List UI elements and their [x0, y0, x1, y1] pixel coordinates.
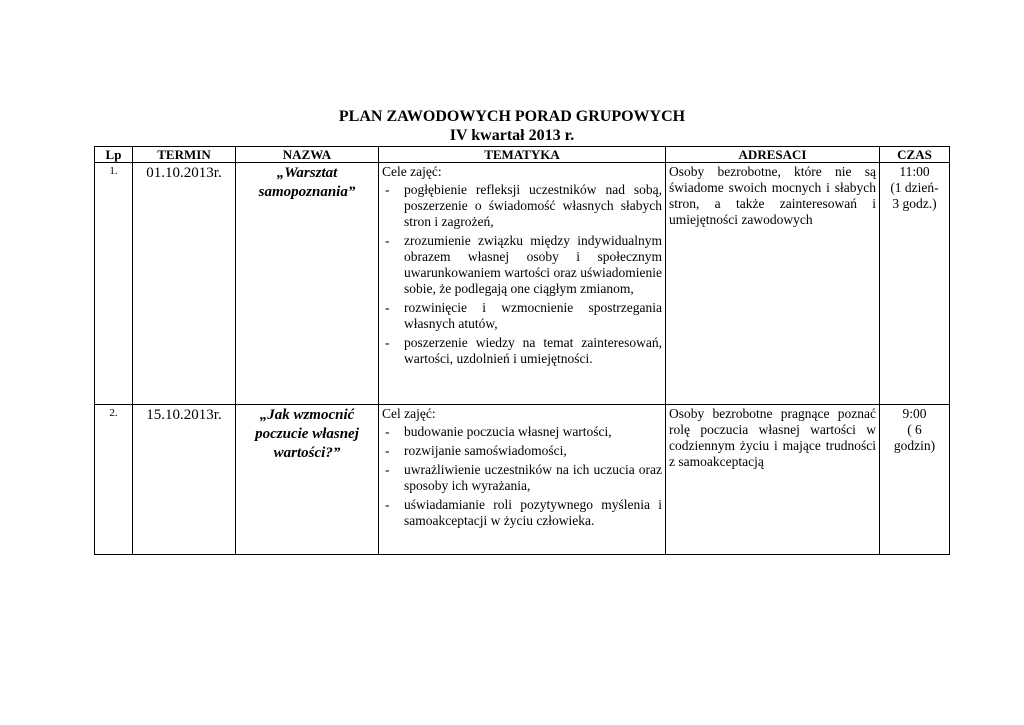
cell-czas [880, 163, 950, 405]
bullet-dash: - [385, 300, 390, 315]
document-title: PLAN ZAWODOWYCH PORAD GRUPOWYCH [338, 108, 686, 125]
goal-text: rozwinięcie i wzmocnienie spostrzegania własnych atutów, [404, 300, 662, 331]
list-item [382, 497, 662, 529]
header-tematyka: TEMATYKA [379, 147, 666, 163]
cell-czas [880, 405, 950, 555]
cell-adresaci: Osoby bezrobotne, które nie są świadome swoich mocnych i słabych stron, a także zainteresowań i umiejętności zawodowych [666, 163, 880, 405]
cell-termin: 01.10.2013r. [133, 163, 236, 405]
cell-tematyka [379, 163, 666, 405]
cell-lp: 1. [95, 163, 133, 405]
header-nazwa: NAZWA [236, 147, 379, 163]
czas-line: ( 6 [907, 422, 922, 437]
bullet-dash: - [385, 462, 390, 477]
czas-line: 3 godz.) [892, 196, 937, 211]
bullet-dash: - [385, 443, 390, 458]
bullet-dash: - [385, 335, 390, 350]
list-item [382, 300, 662, 332]
goal-text: poszerzenie wiedzy na temat zainteresowań, wartości, uzdolnień i umiejętności. [404, 335, 662, 366]
czas-line: godzin) [893, 438, 936, 453]
cell-nazwa: „Jak wzmocnić poczucie własnej wartości?” [236, 405, 379, 555]
table-row [95, 405, 950, 555]
goal-text: uwrażliwienie uczestników na ich uczucia oraz sposoby ich wyrażania, [404, 462, 662, 493]
goal-text: pogłębienie refleksji uczestników nad sobą, poszerzenie o świadomość własnych słabych stron i zagrożeń, [404, 182, 662, 229]
goals-heading: Cele zajęć: [382, 164, 442, 179]
cell-tematyka [379, 405, 666, 555]
cell-nazwa: „Warsztat samopoznania” [236, 163, 379, 405]
list-item [382, 443, 662, 459]
czas-line: (1 dzień- [890, 180, 939, 195]
cell-adresaci: Osoby bezrobotne pragnące poznać rolę poczucia własnej wartości w codziennym życiu i mające trudności z samoakceptacją [666, 405, 880, 555]
goal-text: rozwijanie samoświadomości, [404, 443, 567, 458]
goals-list [382, 424, 662, 529]
list-item [382, 462, 662, 494]
bullet-dash: - [385, 182, 390, 197]
header-lp: Lp [95, 147, 133, 163]
bullet-dash: - [385, 233, 390, 248]
document-subtitle: IV kwartał 2013 r. [449, 127, 575, 144]
list-item [382, 182, 662, 230]
cell-termin: 15.10.2013r. [133, 405, 236, 555]
goal-text: uświadamianie roli pozytywnego myślenia i samoakceptacji w życiu człowieka. [404, 497, 662, 528]
goals-heading: Cel zajęć: [382, 406, 436, 421]
table-row [95, 163, 950, 405]
goal-text: budowanie poczucia własnej wartości, [404, 424, 612, 439]
czas-line: 9:00 [902, 406, 927, 421]
czas-line: 11:00 [899, 164, 930, 179]
header-czas: CZAS [880, 147, 950, 163]
bullet-dash: - [385, 424, 390, 439]
header-termin: TERMIN [133, 147, 236, 163]
goal-text: zrozumienie związku między indywidualnym obrazem własnej osoby i społecznym uwarunkowaniem wartości oraz uświadomienie sobie, że podlegają one ciągłym zmianom, [404, 233, 662, 296]
header-adresaci: ADRESACI [666, 147, 880, 163]
list-item [382, 335, 662, 367]
bullet-dash: - [385, 497, 390, 512]
goals-list [382, 182, 662, 367]
list-item [382, 424, 662, 440]
table-header-row [95, 147, 950, 163]
cell-lp: 2. [95, 405, 133, 555]
list-item [382, 233, 662, 297]
plan-table [94, 146, 950, 555]
